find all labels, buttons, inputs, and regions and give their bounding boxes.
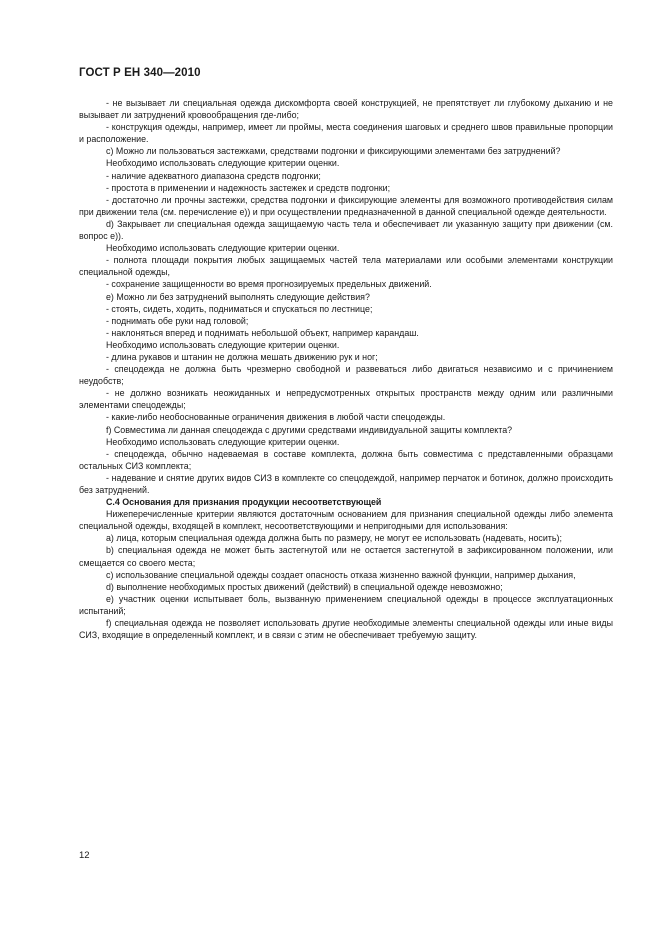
section-paragraph: f) специальная одежда не позволяет использовать другие необходимые элементы специальной одежды или иные виды СИЗ, входящие в определенный комплект, и в связи с этим не обеспечивает требуемую защиту. bbox=[79, 618, 613, 641]
paragraph: Необходимо использовать следующие критерии оценки. bbox=[106, 339, 340, 350]
paragraph: - наличие адекватного диапазона средств подгонки; bbox=[106, 170, 321, 181]
section-paragraph: a) лица, которым специальная одежда должна быть по размеру, не могут ее использовать (надевать, носить); bbox=[106, 533, 562, 544]
page-number: 12 bbox=[79, 850, 90, 861]
section-paragraph: b) специальная одежда не может быть застегнутой или не остается застегнутой в зафиксированном положении, или смещается со своего места; bbox=[79, 545, 613, 568]
paragraph: c) Можно ли пользоваться застежками, средствами подгонки и фиксирующими элементами без затруднений? bbox=[106, 146, 561, 157]
paragraph: - наклоняться вперед и поднимать небольшой объект, например карандаш. bbox=[106, 327, 419, 338]
paragraph: Необходимо использовать следующие критерии оценки. bbox=[106, 158, 340, 169]
document-body bbox=[79, 97, 613, 641]
section-paragraph: е) участник оценки испытывает боль, вызванную применением специальной одежды в процессе эксплуатационных испытаний; bbox=[79, 593, 613, 616]
paragraph: - не должно возникать неожиданных и непредусмотренных открытых пространств между одним или различными элементами спецодежды; bbox=[79, 388, 613, 411]
paragraph: - не вызывает ли специальная одежда дискомфорта своей конструкцией, не препятствует ли глубокому дыханию и не вызывает ли затруднений кровообращения где-либо; bbox=[79, 98, 613, 121]
paragraph: - спецодежда, обычно надеваемая в составе комплекта, должна быть совместима с представленными образцами остальных СИЗ комплекта; bbox=[79, 448, 613, 471]
section-paragraph: d) выполнение необходимых простых движений (действий) в специальной одежде невозможно; bbox=[106, 581, 503, 592]
paragraph: - простота в применении и надежность застежек и средств подгонки; bbox=[106, 182, 391, 193]
paragraph: - надевание и снятие других видов СИЗ в комплекте со спецодеждой, например перчаток и ботинок, должно происходить без затруднений. bbox=[79, 472, 613, 495]
paragraph: - стоять, сидеть, ходить, подниматься и спускаться по лестнице; bbox=[106, 303, 373, 314]
paragraph: - спецодежда не должна быть чрезмерно свободной и развеваться либо двигаться независимо и с причинением неудобств; bbox=[79, 364, 613, 387]
paragraph: Необходимо использовать следующие критерии оценки. bbox=[106, 436, 340, 447]
paragraph: d) Закрывает ли специальная одежда защищаемую часть тела и обеспечивает ли указанную защиту при движении (см. вопрос е)). bbox=[79, 218, 613, 242]
section-heading: С.4 Основания для признания продукции несоответствующей bbox=[106, 497, 382, 508]
paragraph: - длина рукавов и штанин не должна мешать движению рук и ног; bbox=[106, 351, 378, 362]
paragraph: - какие-либо необоснованные ограничения движения в любой части спецодежды. bbox=[106, 412, 446, 423]
paragraph: е) Можно ли без затруднений выполнять следующие действия? bbox=[106, 291, 370, 302]
document-header: ГОСТ Р ЕН 340—2010 bbox=[79, 67, 201, 79]
paragraph: - достаточно ли прочны застежки, средства подгонки и фиксирующие элементы для возможного противодействия силам при движении тела (см. перечисление е)) и при осуществлении предназначенной в данной специальной одежде деятельности. bbox=[79, 194, 613, 217]
paragraph: Необходимо использовать следующие критерии оценки. bbox=[106, 243, 340, 254]
paragraph: f) Совместима ли данная спецодежда с другими средствами индивидуальной защиты комплекта? bbox=[106, 424, 513, 435]
paragraph: - поднимать обе руки над головой; bbox=[106, 315, 249, 326]
paragraph: - сохранение защищенности во время прогнозируемых предельных движений. bbox=[106, 279, 432, 290]
section-paragraph: Нижеперечисленные критерии являются достаточным основанием для признания специальной одежды либо элемента специальной одежды, входящей в комплект, несоответствующими и непригодными для использования: bbox=[79, 509, 613, 532]
section-paragraph: c) использование специальной одежды создает опасность отказа жизненно важной функции, например дыхания, bbox=[106, 569, 576, 580]
paragraph: - конструкция одежды, например, имеет ли проймы, места соединения шаговых и среднего швов правильные пропорции и расположение. bbox=[79, 122, 613, 145]
paragraph: - полнота площади покрытия любых защищаемых частей тела материалами или особыми элементами конструкции специальной одежды, bbox=[79, 255, 613, 278]
